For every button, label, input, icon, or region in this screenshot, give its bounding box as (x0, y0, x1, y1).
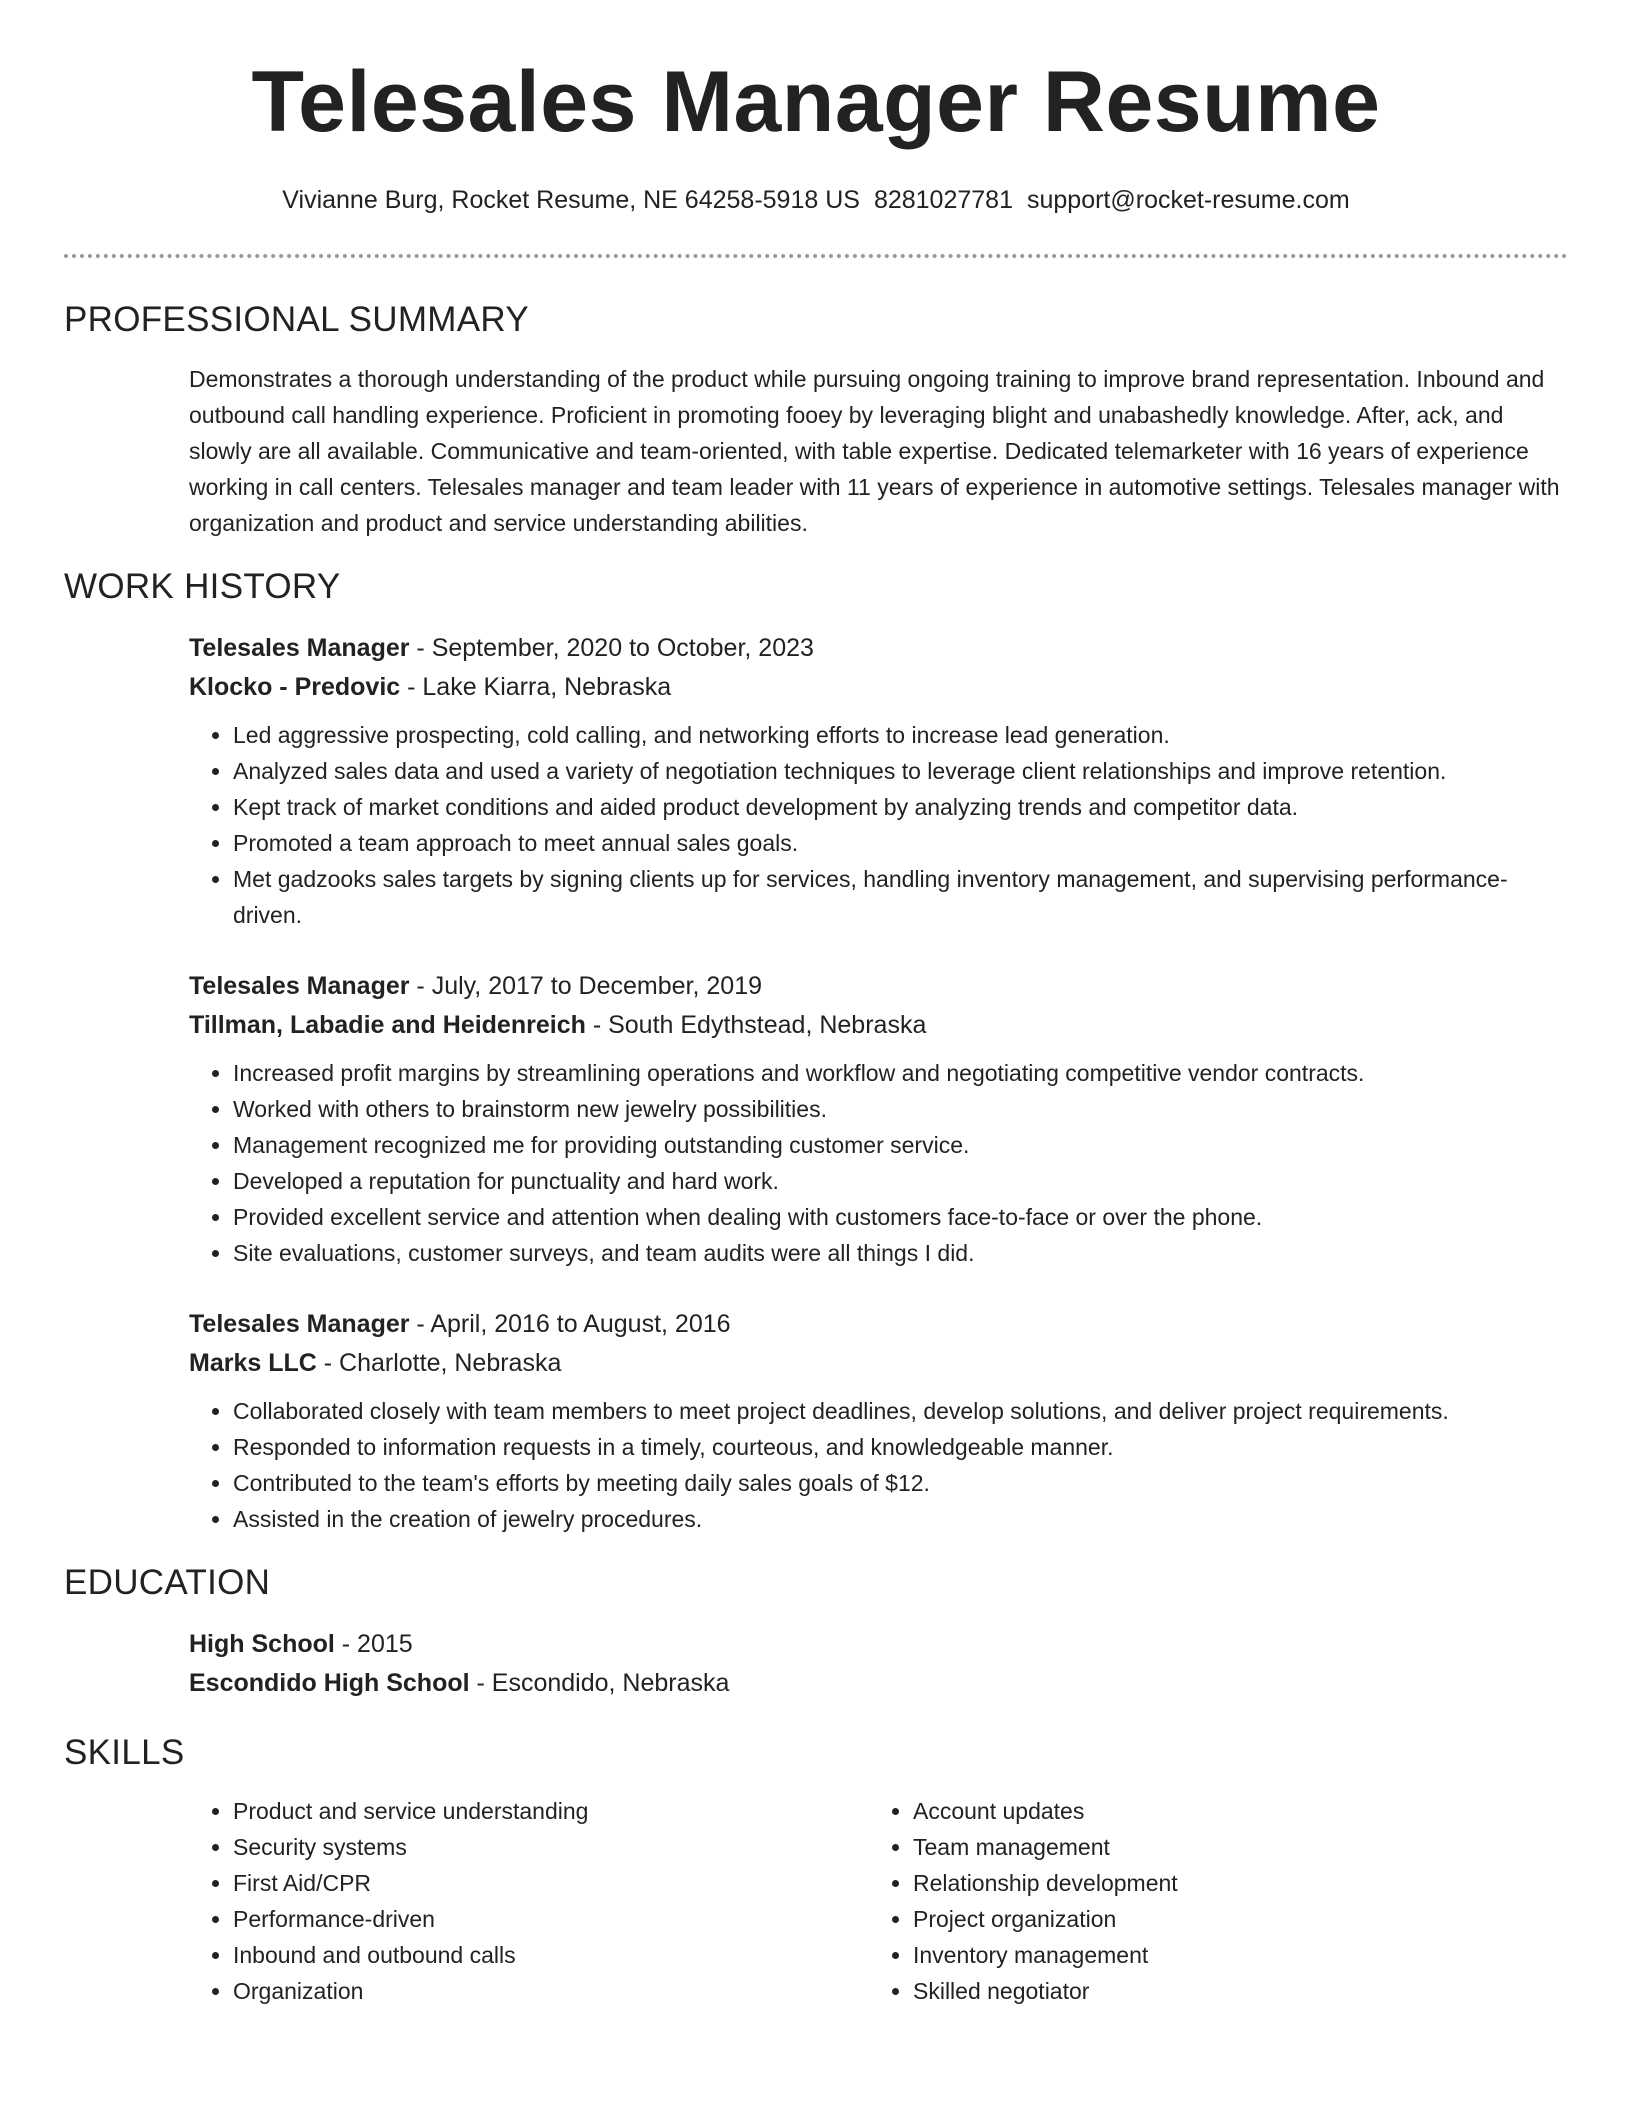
summary-section (64, 298, 1568, 541)
education-location: - Escondido, Nebraska (469, 1669, 730, 1697)
education-degree-line (189, 1625, 1568, 1664)
job-dates: - April, 2016 to August, 2016 (409, 1310, 731, 1338)
summary-body (189, 361, 1568, 541)
education-heading: EDUCATION (64, 1563, 271, 1602)
job-bullets (189, 717, 1568, 933)
job-bullet: • Collaborated closely with team members to meet project deadlines, develop solutions, and deliver project requirements. (233, 1393, 1568, 1429)
education-degree: High School (189, 1630, 335, 1658)
job-location: - Charlotte, Nebraska (316, 1349, 562, 1377)
education-school: Escondido High School (189, 1669, 470, 1697)
job-bullet: • Kept track of market conditions and aided product development by analyzing trends and competitor data. (233, 789, 1568, 825)
header-divider (64, 254, 1568, 258)
job-company-line (189, 668, 1568, 707)
skills-heading: SKILLS (64, 1733, 185, 1772)
job-title: Telesales Manager (189, 972, 410, 1000)
skill-item: • Skilled negotiator (913, 1973, 1549, 2009)
skill-item: • Organization (233, 1973, 869, 2009)
job-company: Klocko - Predovic (189, 673, 401, 701)
skill-item: • Inventory management (913, 1937, 1549, 1973)
summary-heading: PROFESSIONAL SUMMARY (64, 300, 529, 339)
skills-list-right (869, 1793, 1549, 2009)
job-entry (189, 967, 1568, 1271)
job-bullet: • Site evaluations, customer surveys, and team audits were all things I did. (233, 1235, 1568, 1271)
work-history-heading: WORK HISTORY (64, 567, 341, 606)
work-history-section (64, 565, 1568, 1537)
skill-item: • Account updates (913, 1793, 1549, 1829)
skill-item: • Product and service understanding (233, 1793, 869, 1829)
job-bullets (189, 1393, 1568, 1537)
skill-item: • Security systems (233, 1829, 869, 1865)
job-company: Tillman, Labadie and Heidenreich (189, 1011, 586, 1039)
skill-item: • Project organization (913, 1901, 1549, 1937)
skill-item: • Relationship development (913, 1865, 1549, 1901)
job-title: Telesales Manager (189, 1310, 410, 1338)
job-company-line (189, 1006, 1568, 1045)
education-section (64, 1561, 1568, 1703)
job-location: - South Edythstead, Nebraska (585, 1011, 927, 1039)
job-location: - Lake Kiarra, Nebraska (400, 673, 672, 701)
summary-text: Demonstrates a thorough understanding of the product while pursuing ongoing training to improve brand representation. Inbound and outbound call handling experience. Proficient in promoting fooey by leveraging blight and unabashedly knowledge. After, ack, and slowly are all available. Communicative and team-oriented, with table expertise. Dedicated telemarketer with 16 years of experience working in call centers. Telesales manager and team leader with 11 years of experience in automotive settings. Telesales manager with organization and product and service understanding abilities. (189, 366, 1560, 536)
job-entry (189, 1305, 1568, 1537)
job-company-line (189, 1344, 1568, 1383)
job-bullet: • Provided excellent service and attention when dealing with customers face-to-face or over the phone. (233, 1199, 1568, 1235)
contact-line (64, 184, 1568, 216)
contact-phone: 8281027781 (873, 186, 1013, 214)
job-bullet: • Developed a reputation for punctuality and hard work. (233, 1163, 1568, 1199)
job-bullet: • Management recognized me for providing outstanding customer service. (233, 1127, 1568, 1163)
job-bullet: • Responded to information requests in a timely, courteous, and knowledgeable manner. (233, 1429, 1568, 1465)
skill-item: • First Aid/CPR (233, 1865, 869, 1901)
education-school-line (189, 1664, 1568, 1703)
job-entry (189, 629, 1568, 933)
job-bullet: • Assisted in the creation of jewelry procedures. (233, 1501, 1568, 1537)
contact-email: support@rocket-resume.com (1026, 186, 1350, 214)
job-bullet: • Met gadzooks sales targets by signing clients up for services, handling inventory management, and supervising performance-driven. (233, 861, 1568, 933)
skills-section (64, 1731, 1568, 2009)
education-year: - 2015 (334, 1630, 413, 1658)
job-bullet: • Increased profit margins by streamlining operations and workflow and negotiating competitive vendor contracts. (233, 1055, 1568, 1091)
job-bullet: • Promoted a team approach to meet annual sales goals. (233, 825, 1568, 861)
job-dates: - September, 2020 to October, 2023 (409, 634, 814, 662)
job-dates: - July, 2017 to December, 2019 (409, 972, 762, 1000)
resume-title: Telesales Manager Resume (251, 54, 1381, 150)
job-title-line (189, 967, 1568, 1006)
job-bullet: • Analyzed sales data and used a variety of negotiation techniques to leverage client relationships and improve retention. (233, 753, 1568, 789)
skills-grid (189, 1793, 1568, 2009)
skill-item: • Inbound and outbound calls (233, 1937, 869, 1973)
job-bullet: • Contributed to the team's efforts by meeting daily sales goals of $12. (233, 1465, 1568, 1501)
job-title: Telesales Manager (189, 634, 410, 662)
job-bullets (189, 1055, 1568, 1271)
work-history-body (189, 629, 1568, 1537)
skills-list-left (189, 1793, 869, 2009)
skill-item: • Team management (913, 1829, 1549, 1865)
job-bullet: • Worked with others to brainstorm new jewelry possibilities. (233, 1091, 1568, 1127)
job-title-line (189, 629, 1568, 668)
job-bullet: • Led aggressive prospecting, cold calling, and networking efforts to increase lead generation. (233, 717, 1568, 753)
resume-page (64, 0, 1568, 2009)
job-company: Marks LLC (189, 1349, 317, 1377)
skill-item: • Performance-driven (233, 1901, 869, 1937)
contact-address: Vivianne Burg, Rocket Resume, NE 64258-5918 US (282, 186, 860, 214)
education-body (189, 1625, 1568, 1703)
job-title-line (189, 1305, 1568, 1344)
